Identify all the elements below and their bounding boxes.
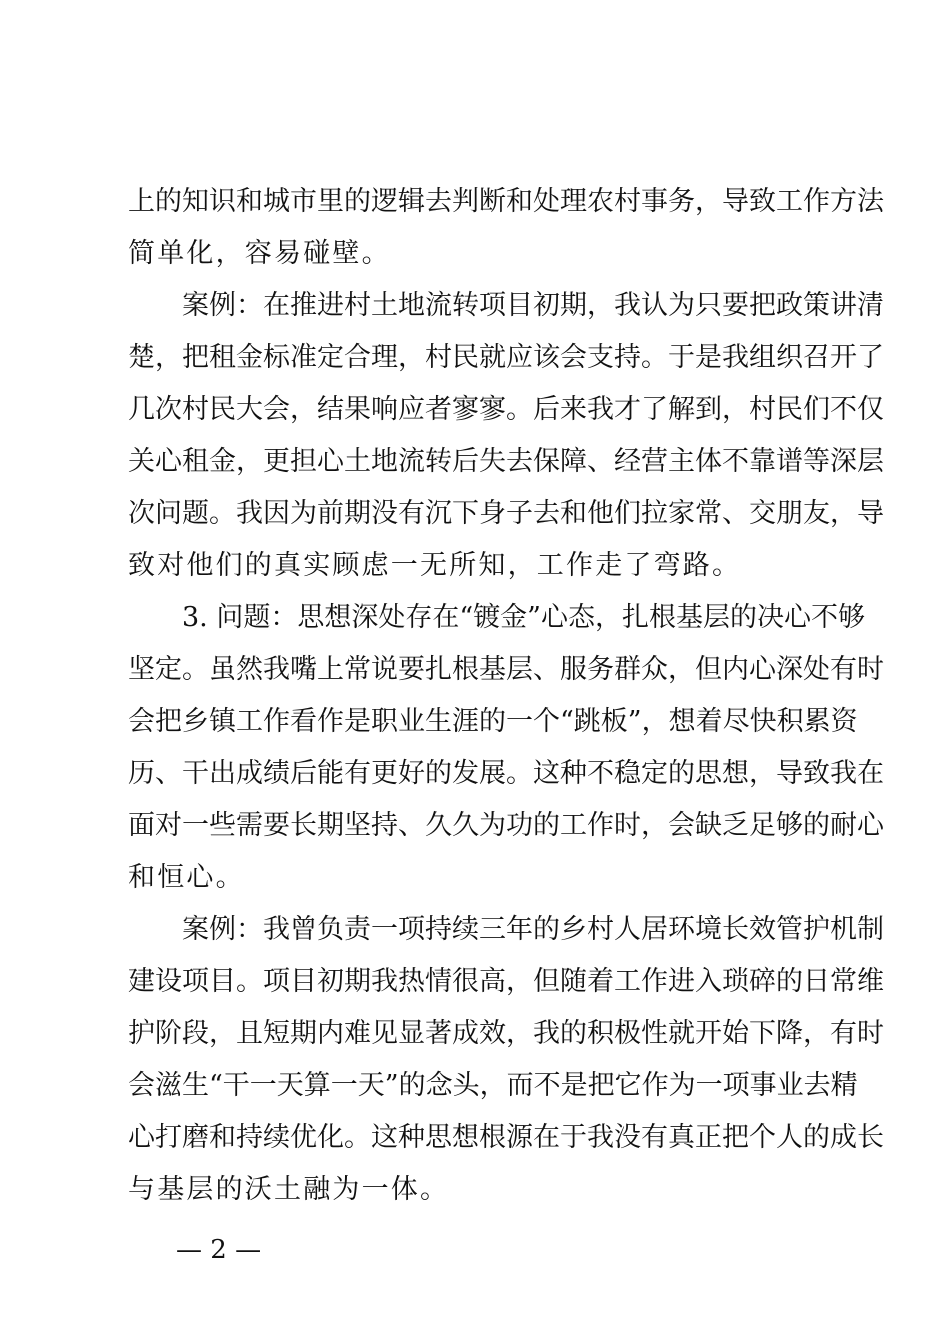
body-line-8: 致对他们的真实顾虑一无所知，工作走了弯路。 [128, 550, 742, 581]
body-line-20: 与基层的沃土融为一体。 [128, 1174, 450, 1205]
body-line-2: 简单化，容易碰壁。 [128, 238, 391, 269]
body-line-14: 和恒心。 [128, 862, 245, 893]
body-line-9: 3. 问题：思想深处存在“镀金”心态，扎根基层的决心不够 [182, 602, 865, 633]
body-line-6: 关心租金，更担心土地流转后失去保障、经营主体不靠谱等深层 [128, 446, 884, 477]
body-line-7: 次问题。我因为前期没有沉下身子去和他们拉家常、交朋友，导 [128, 498, 884, 529]
body-line-17: 护阶段，且短期内难见显著成效，我的积极性就开始下降，有时 [128, 1018, 884, 1049]
page-number: — 2 — [176, 1235, 262, 1265]
body-line-5: 几次村民大会，结果响应者寥寥。后来我才了解到，村民们不仅 [128, 394, 884, 425]
body-line-18: 会滋生“干一天算一天”的念头，而不是把它作为一项事业去精 [128, 1070, 858, 1101]
body-line-1: 上的知识和城市里的逻辑去判断和处理农村事务，导致工作方法 [128, 186, 884, 217]
body-line-3: 案例：在推进村土地流转项目初期，我认为只要把政策讲清 [182, 290, 884, 321]
body-line-12: 历、干出成绩后能有更好的发展。这种不稳定的思想，导致我在 [128, 758, 884, 789]
body-line-19: 心打磨和持续优化。这种思想根源在于我没有真正把个人的成长 [128, 1122, 884, 1153]
body-line-11: 会把乡镇工作看作是职业生涯的一个“跳板”，想着尽快积累资 [128, 706, 858, 737]
body-line-13: 面对一些需要长期坚持、久久为功的工作时，会缺乏足够的耐心 [128, 810, 884, 841]
body-line-15: 案例：我曾负责一项持续三年的乡村人居环境长效管护机制 [182, 914, 884, 945]
body-line-16: 建设项目。项目初期我热情很高，但随着工作进入琐碎的日常维 [128, 966, 884, 997]
body-line-4: 楚，把租金标准定合理，村民就应该会支持。于是我组织召开了 [128, 342, 884, 373]
body-line-10: 坚定。虽然我嘴上常说要扎根基层、服务群众，但内心深处有时 [128, 654, 884, 685]
